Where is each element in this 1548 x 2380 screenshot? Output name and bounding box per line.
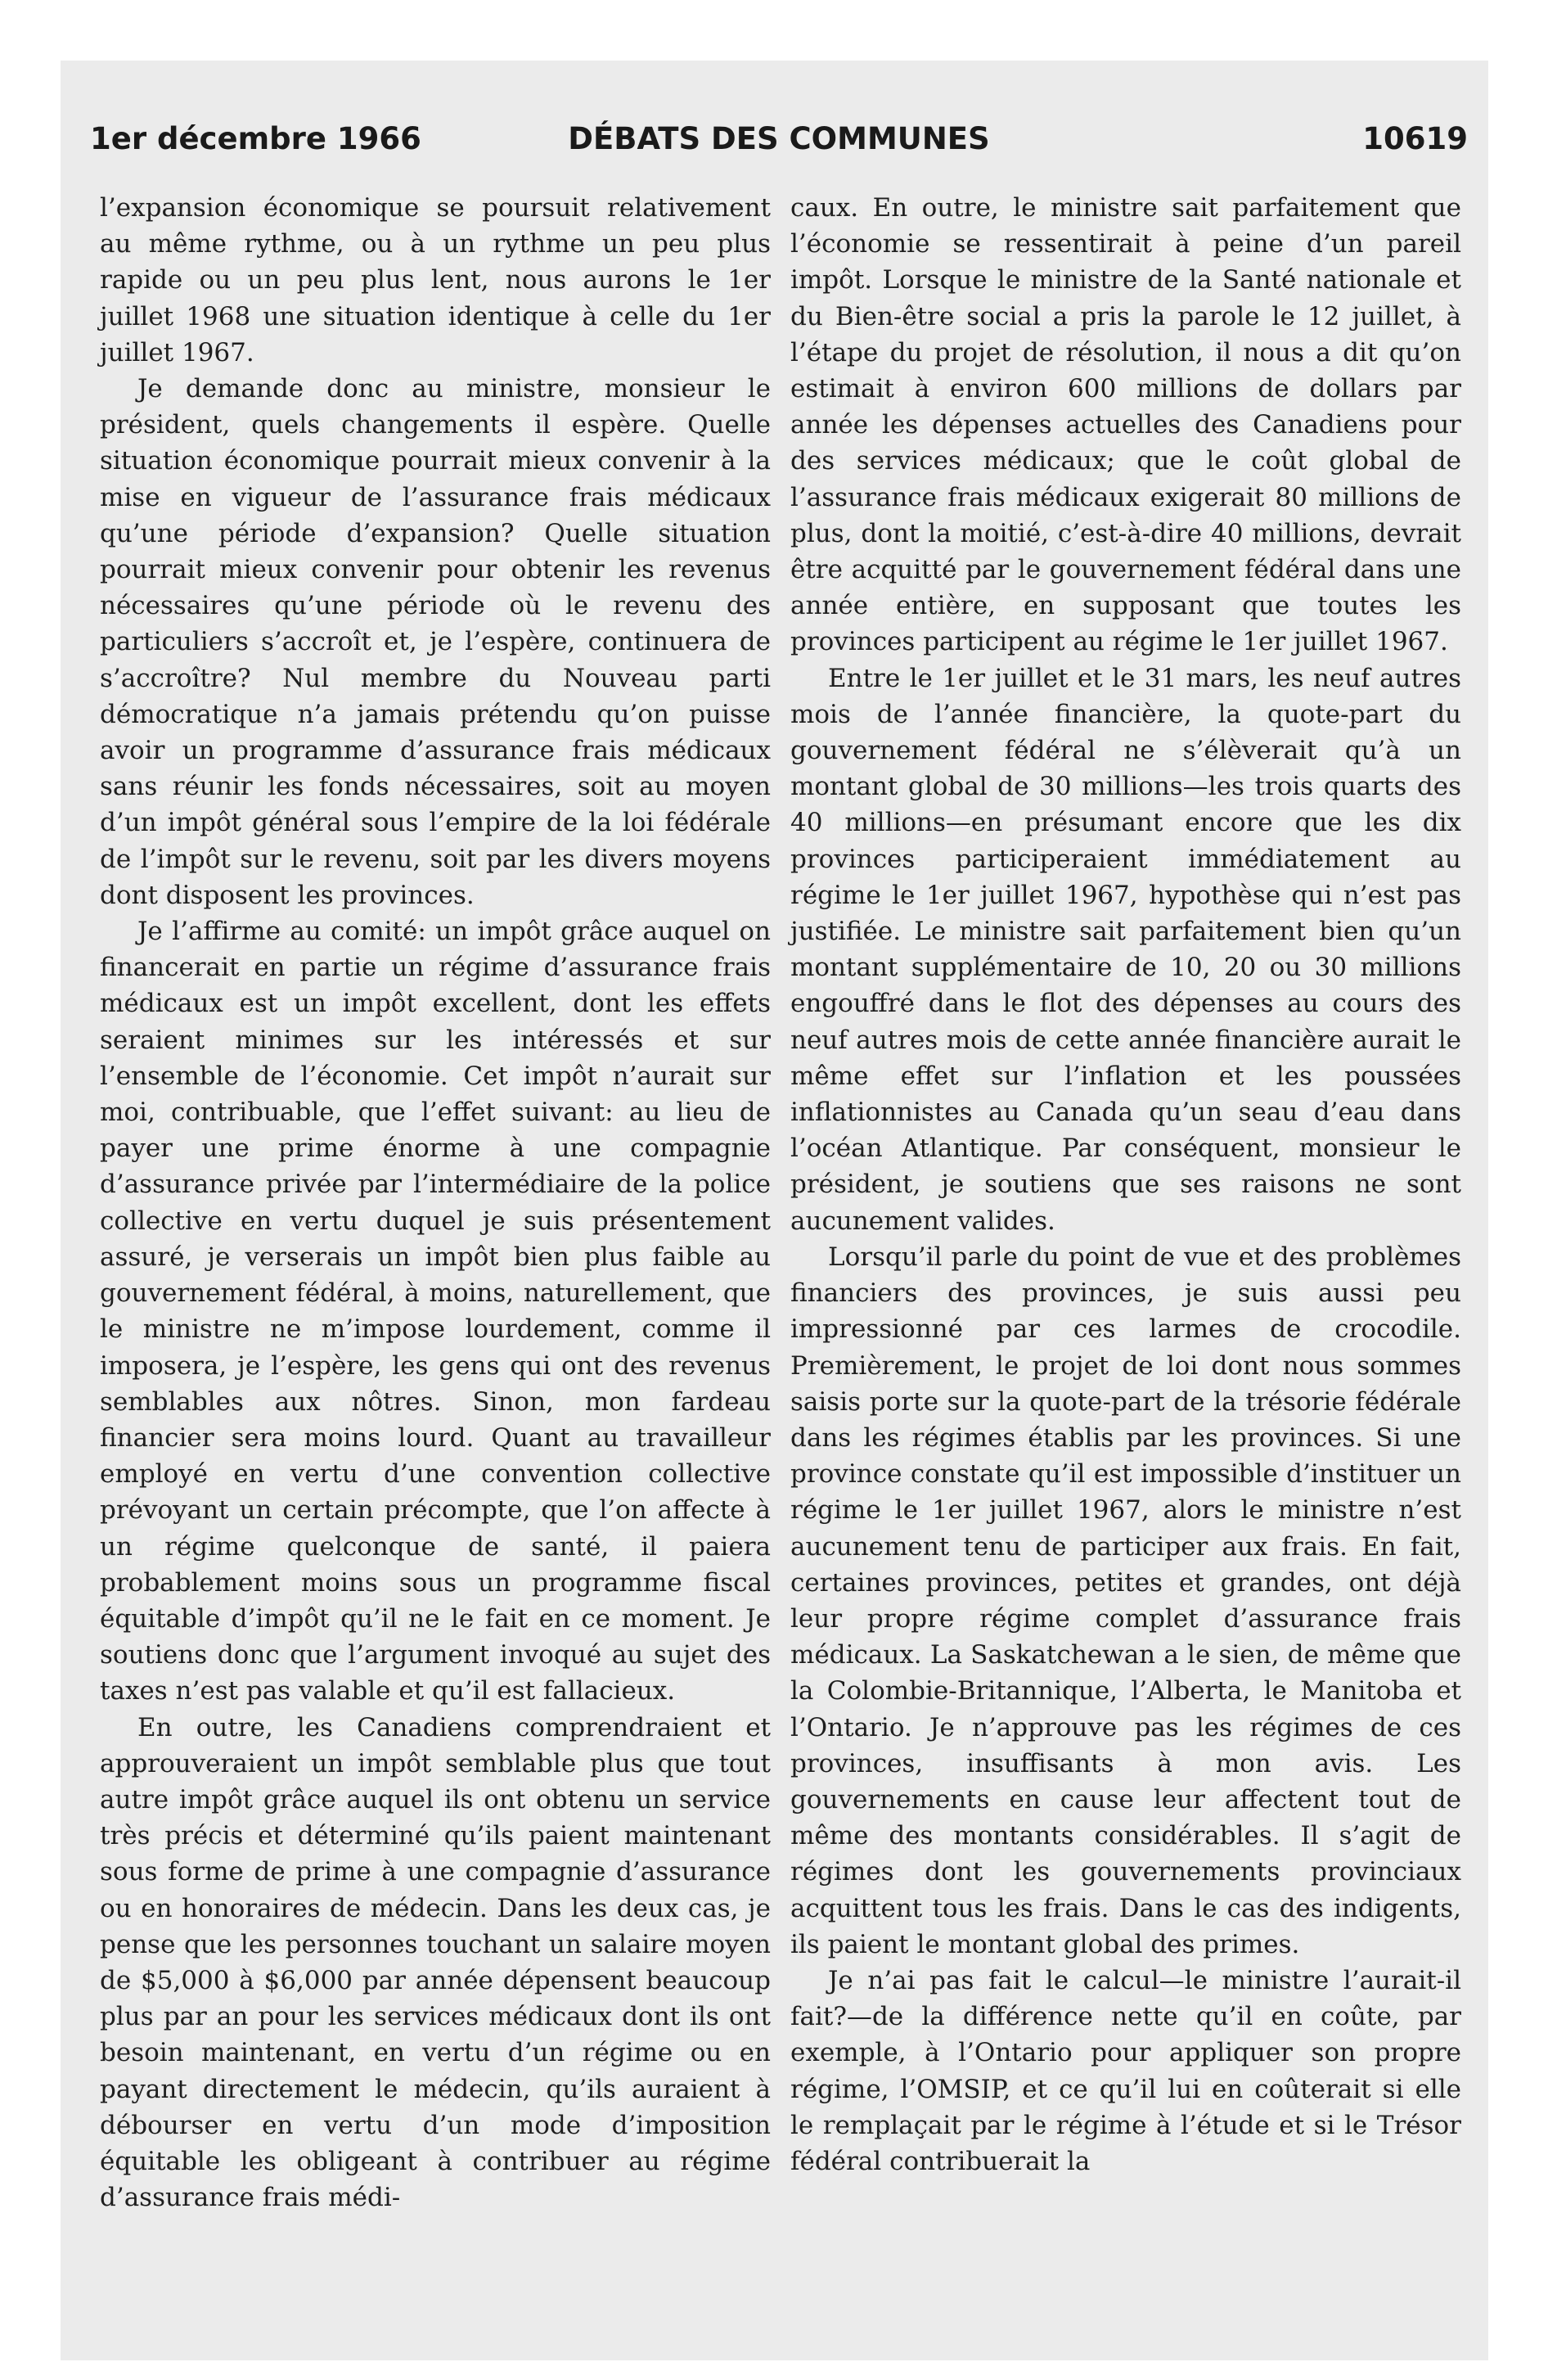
paragraph: caux. En outre, le ministre sait parfaitement que l’économie se ressentirait à peine d’un pareil impôt. Lorsque le ministre de la Santé nationale et du Bien-être social a pris la parole le 12 juillet, à l’étape du projet de résolution, il nous a dit qu’on estimait à environ 600 millions de dollars par année les dépenses actuelles des Canadiens pour des services médicaux; que le coût global de l’assurance frais médicaux exigerait 80 millions de plus, dont la moitié, c’est-à-dire 40 millions, devrait être acquitté par le gouvernement fédéral dans une année entière, en supposant que toutes les provinces participent au régime le 1er juillet 1967. [790,193,1461,657]
left-column [100,190,771,2215]
paragraph: En outre, les Canadiens comprendraient et approuveraient un impôt semblable plus que tout autre impôt grâce auquel ils ont obtenu un service très précis et déterminé qu’ils paient maintenant sous forme de prime à une compagnie d’assurance ou en honoraires de médecin. Dans les deux cas, je pense que les personnes touchant un salaire moyen de $5,000 à $6,000 par année dépensent beaucoup plus par an pour les services médicaux dont ils ont besoin maintenant, en vertu d’un régime ou en payant directement le médecin, qu’ils auraient à débourser en vertu d’un mode d’imposition équitable les obligeant à contribuer au régime d’assurance frais médi- [100,1712,771,2213]
right-column [790,190,1461,2179]
page-header [90,121,1468,178]
paragraph: Je demande donc au ministre, monsieur le président, quels changements il espère. Quelle situation économique pourrait mieux convenir à la mise en vigueur de l’assurance frais médicaux qu’une période d’expansion? Quelle situation pourrait mieux convenir pour obtenir les revenus nécessaires qu’une période où le revenu des particuliers s’accroît et, je l’espère, continuera de s’accroître? Nul membre du Nouveau parti démocratique n’a jamais prétendu qu’on puisse avoir un programme d’assurance frais médicaux sans réunir les fonds nécessaires, soit au moyen d’un impôt général sous l’empire de la loi fédérale de l’impôt sur le revenu, soit par les divers moyens dont disposent les provinces. [100,374,771,910]
header-date: 1er décembre 1966 [90,121,421,156]
paragraph: l’expansion économique se poursuit relativement au même rythme, ou à un rythme un peu plus rapide ou un peu plus lent, nous aurons le 1er juillet 1968 une situation identique à celle du 1er juillet 1967. [100,193,771,367]
header-title: DÉBATS DES COMMUNES [568,121,990,156]
paragraph: Je l’affirme au comité: un impôt grâce auquel on financerait en partie un régime d’assurance frais médicaux est un impôt excellent, dont les effets seraient minimes sur les intéressés et sur l’ensemble de l’économie. Cet impôt n’aurait sur moi, contribuable, que l’effet suivant: au lieu de payer une prime énorme à une compagnie d’assurance privée par l’intermédiaire de la police collective en vertu duquel je suis présentement assuré, je verserais un impôt bien plus faible au gouvernement fédéral, à moins, naturellement, que le ministre ne m’impose lourdement, comme il imposera, je l’espère, les gens qui ont des revenus semblables aux nôtres. Sinon, mon fardeau financier sera moins lourd. Quant au travailleur employé en vertu d’une convention collective prévoyant un certain précompte, que l’on affecte à un régime quelconque de santé, il paiera probablement moins sous un programme fiscal équitable d’impôt qu’il ne le fait en ce moment. Je soutiens donc que l’argument invoqué au sujet des taxes n’est pas valable et qu’il est fallacieux. [100,917,771,1706]
paragraph: Lorsqu’il parle du point de vue et des problèmes financiers des provinces, je suis aussi peu impressionné par ces larmes de crocodile. Premièrement, le projet de loi dont nous sommes saisis porte sur la quote-part de la trésorie fédérale dans les régimes établis par les provinces. Si une province constate qu’il est impossible d’instituer un régime le 1er juillet 1967, alors le ministre n’est aucunement tenu de participer aux frais. En fait, certaines provinces, petites et grandes, ont déjà leur propre régime complet d’assurance frais médicaux. La Saskatchewan a le sien, de même que la Colombie-Britannique, l’Alberta, le Manitoba et l’Ontario. Je n’approuve pas les régimes de ces provinces, insuffisants à mon avis. Les gouvernements en cause leur affectent tout de même des montants considérables. Il s’agit de régimes dont les gouvernements provinciaux acquittent tous les frais. Dans le cas des indigents, ils paient le montant global des primes. [790,1242,1461,1959]
paragraph: Je n’ai pas fait le calcul—le ministre l’aurait-il fait?—de la différence nette qu’il en coûte, par exemple, à l’Ontario pour appliquer son propre régime, l’OMSIP, et ce qu’il lui en coûterait si elle le remplaçait par le régime à l’étude et si le Trésor fédéral contribuerait la [790,1965,1461,2176]
page-number: 10619 [1362,121,1468,156]
paragraph: Entre le 1er juillet et le 31 mars, les neuf autres mois de l’année financière, la quote-part du gouvernement fédéral ne s’élèverait qu’à un montant global de 30 millions—les trois quarts des 40 millions—en présumant encore que les dix provinces participeraient immédiatement au régime le 1er juillet 1967, hypothèse qui n’est pas justifiée. Le ministre sait parfaitement bien qu’un montant supplémentaire de 10, 20 ou 30 millions engouffré dans le flot des dépenses au cours des neuf autres mois de cette année financière aurait le même effet sur l’inflation et les poussées inflationnistes au Canada qu’un seau d’eau dans l’océan Atlantique. Par conséquent, monsieur le président, je soutiens que ses raisons ne sont aucunement valides. [790,663,1461,1236]
